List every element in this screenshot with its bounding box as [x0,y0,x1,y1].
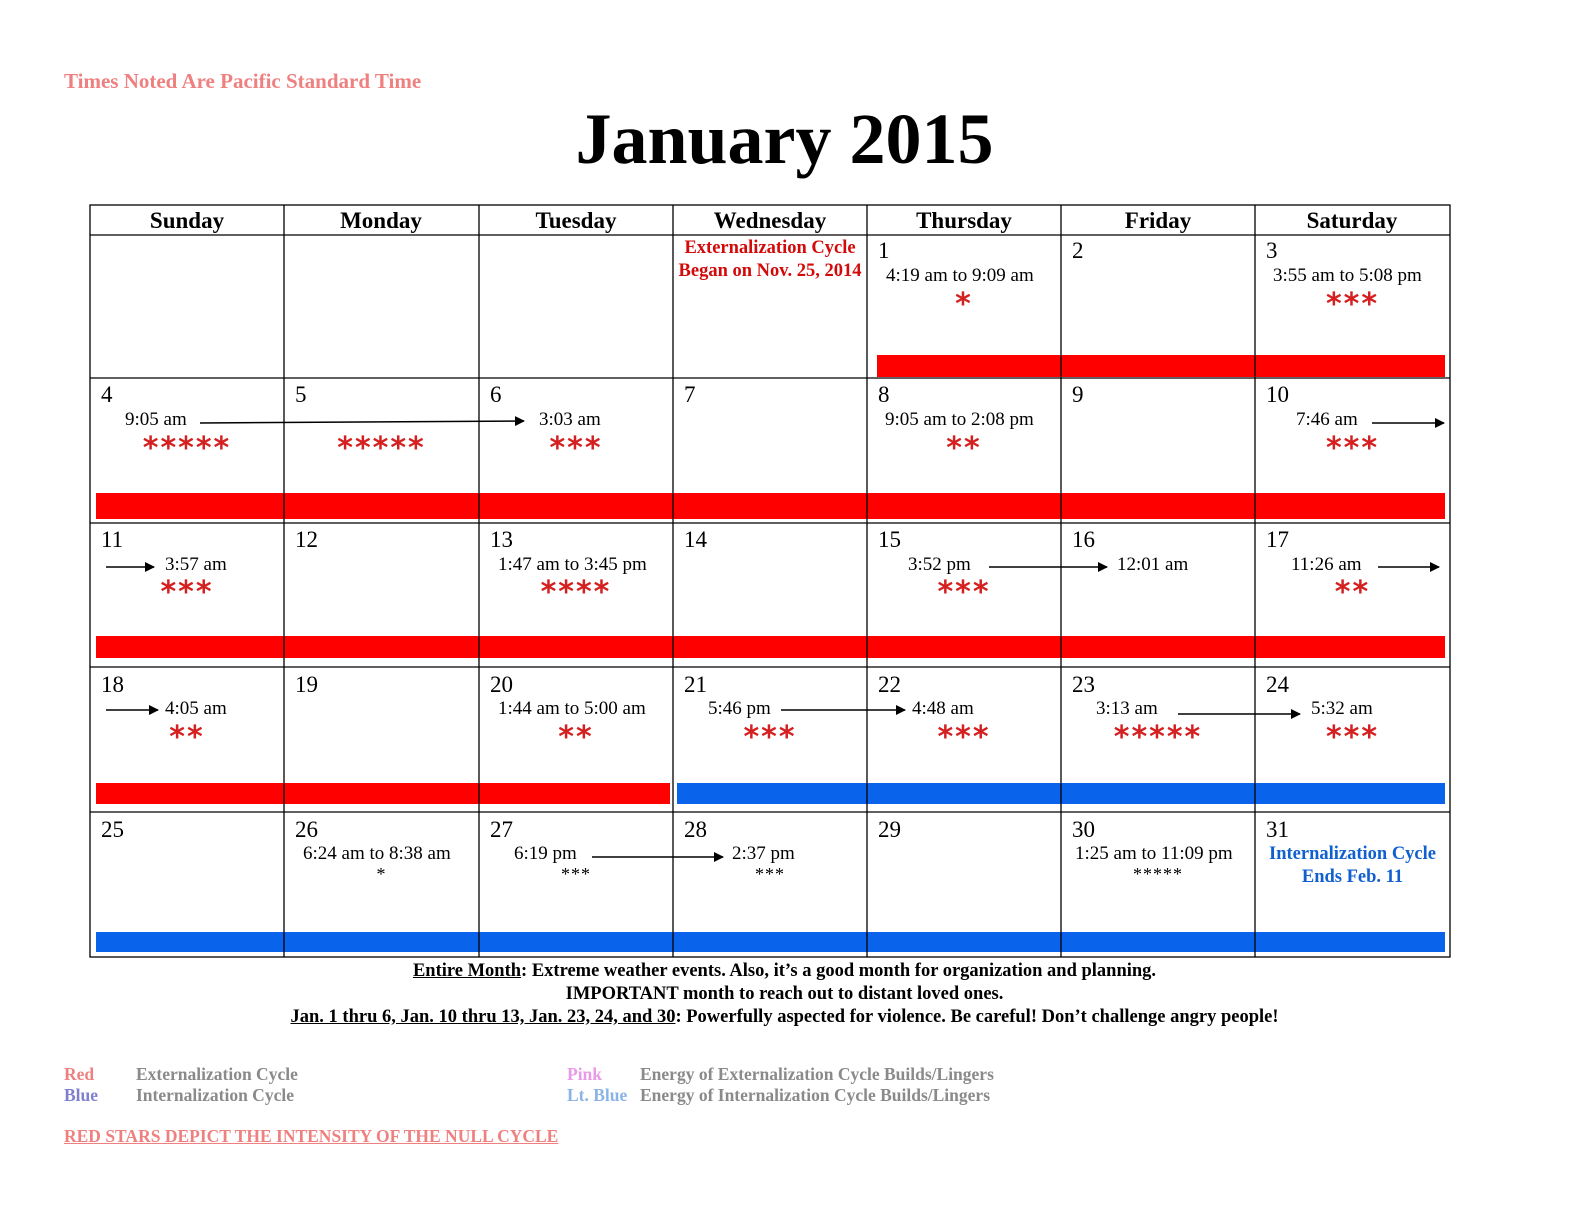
footer-notes [0,960,1569,1029]
day-number-8: 8 [878,382,890,407]
red-stars-legend-note: RED STARS DEPICT THE INTENSITY OF THE NULL CYCLE [64,1126,559,1146]
day-stars-13: **** [540,575,612,610]
day-number-22: 22 [878,672,901,697]
internalization-ends-note: Internalization Cycle Ends Feb. 11 [1269,844,1436,887]
day-time-3: 3:55 am to 5:08 pm [1273,265,1422,286]
legend-blue-text: Internalization Cycle [136,1085,294,1105]
day-number-12: 12 [295,527,318,552]
red-cycle-bar-week4 [96,783,670,804]
day-time-30: 1:25 am to 11:09 pm [1075,843,1233,864]
day-number-15: 15 [878,527,901,552]
day-number-10: 10 [1266,382,1289,407]
day-stars-24: *** [1325,720,1380,755]
day-number-26: 26 [295,817,318,842]
day-time-23: 3:13 am [1096,698,1158,719]
day-number-3: 3 [1266,238,1278,263]
day-header-friday: Friday [1124,208,1192,233]
day-stars-30: ***** [1133,864,1183,884]
legend-ltblue-text: Energy of Internalization Cycle Builds/Lingers [640,1085,990,1105]
blue-cycle-bar-week5 [96,932,1445,952]
day-time-13: 1:47 am to 3:45 pm [498,554,647,575]
entire-month-label: Entire Month [412,961,522,981]
day-header-tuesday: Tuesday [535,208,617,233]
day-stars-21: *** [743,720,797,755]
day-number-2: 2 [1072,238,1084,263]
day-stars-26: * [376,864,387,884]
footer-line-3 [0,1006,1569,1029]
day-time-10: 7:46 am [1296,409,1358,430]
day-time-1: 4:19 am to 9:09 am [886,265,1034,286]
day-number-24: 24 [1266,672,1289,697]
legend-pink-label: Pink [567,1064,603,1084]
page-title: January 2015 [575,99,994,179]
day-stars-28: *** [755,864,785,884]
day-number-9: 9 [1072,382,1084,407]
day-number-6: 6 [490,382,502,407]
day-number-16: 16 [1072,527,1095,552]
day-stars-10: *** [1325,431,1380,466]
day-number-5: 5 [295,382,307,407]
day-number-21: 21 [684,672,707,697]
legend-red-text: Externalization Cycle [136,1064,298,1084]
day-header-wednesday: Wednesday [713,208,827,233]
timezone-note: Times Noted Are Pacific Standard Time [64,69,422,93]
day-time-4: 9:05 am [125,409,187,430]
externalization-began-note: Externalization Cycle Began on Nov. 25, 2014 [678,238,862,281]
legend-pink-text: Energy of Externalization Cycle Builds/Lingers [640,1064,994,1084]
day-stars-20: ** [558,720,594,755]
day-stars-15: *** [937,575,991,610]
day-number-27: 27 [490,817,513,842]
day-header-thursday: Thursday [916,208,1012,233]
day-time-27: 6:19 pm [514,843,577,864]
day-time-15: 3:52 pm [908,554,971,575]
legend-blue-label: Blue [64,1085,99,1105]
day-time-6: 3:03 am [539,409,601,430]
day-number-23: 23 [1072,672,1095,697]
day-number-31: 31 [1266,817,1289,842]
day-stars-1: * [955,287,973,322]
day-header-sunday: Sunday [149,208,225,233]
day-stars-5: ***** [337,431,426,466]
day-number-13: 13 [490,527,513,552]
day-stars-11: *** [160,575,214,610]
day-number-4: 4 [101,382,113,407]
day-stars-23: ***** [1113,720,1203,755]
day-number-11: 11 [101,527,124,552]
day-number-14: 14 [684,527,707,552]
footer-line-2: IMPORTANT month to reach out to distant loved ones. [565,984,1004,1004]
day-number-17: 17 [1266,527,1289,552]
day-stars-17: ** [1334,575,1371,610]
day-number-28: 28 [684,817,707,842]
day-stars-6: *** [549,431,603,466]
day-time-8: 9:05 am to 2:08 pm [885,409,1034,430]
red-cycle-bar-week2 [96,493,1445,519]
day-header-saturday: Saturday [1306,208,1398,233]
day-number-30: 30 [1072,817,1095,842]
day-time-20: 1:44 am to 5:00 am [498,698,646,719]
day-stars-8: ** [946,431,982,466]
red-cycle-bar-week3 [96,636,1445,658]
day-time-28: 2:37 pm [732,843,795,864]
day-header-monday: Monday [340,208,422,233]
legend-ltblue-label: Lt. Blue [567,1085,628,1105]
day-number-29: 29 [878,817,901,842]
day-stars-22: *** [937,720,991,755]
day-number-18: 18 [101,672,124,697]
day-time-18: 4:05 am [165,698,227,719]
arrow-jan4-6 [200,421,524,423]
day-time-21: 5:46 pm [708,698,771,719]
day-time-11: 3:57 am [165,554,227,575]
day-stars-18: ** [169,720,205,755]
day-number-20: 20 [490,672,513,697]
day-time-24: 5:32 am [1311,698,1373,719]
legend-red-label: Red [64,1064,95,1084]
day-time-16: 12:01 am [1117,554,1189,575]
day-number-1: 1 [878,238,890,263]
day-time-22: 4:48 am [912,698,974,719]
footer-line-1 [0,960,1569,983]
entire-month-text: : Extreme weather events. Also, it’s a good month for organization and planning. [521,961,1157,981]
day-stars-3: *** [1325,287,1380,322]
day-time-26: 6:24 am to 8:38 am [303,843,451,864]
day-stars-27: *** [561,864,591,884]
violence-dates-text: : Powerfully aspected for violence. Be careful! Don’t challenge angry people! [675,1007,1279,1027]
day-time-17: 11:26 am [1291,554,1362,575]
day-number-7: 7 [684,382,696,407]
day-number-19: 19 [295,672,318,697]
day-number-25: 25 [101,817,124,842]
day-stars-4: ***** [142,431,232,466]
red-cycle-bar-week1 [877,355,1445,377]
calendar-grid [90,205,1450,957]
violence-dates-label: Jan. 1 thru 6, Jan. 10 thru 13, Jan. 23, 24, and 30 [290,1007,676,1027]
